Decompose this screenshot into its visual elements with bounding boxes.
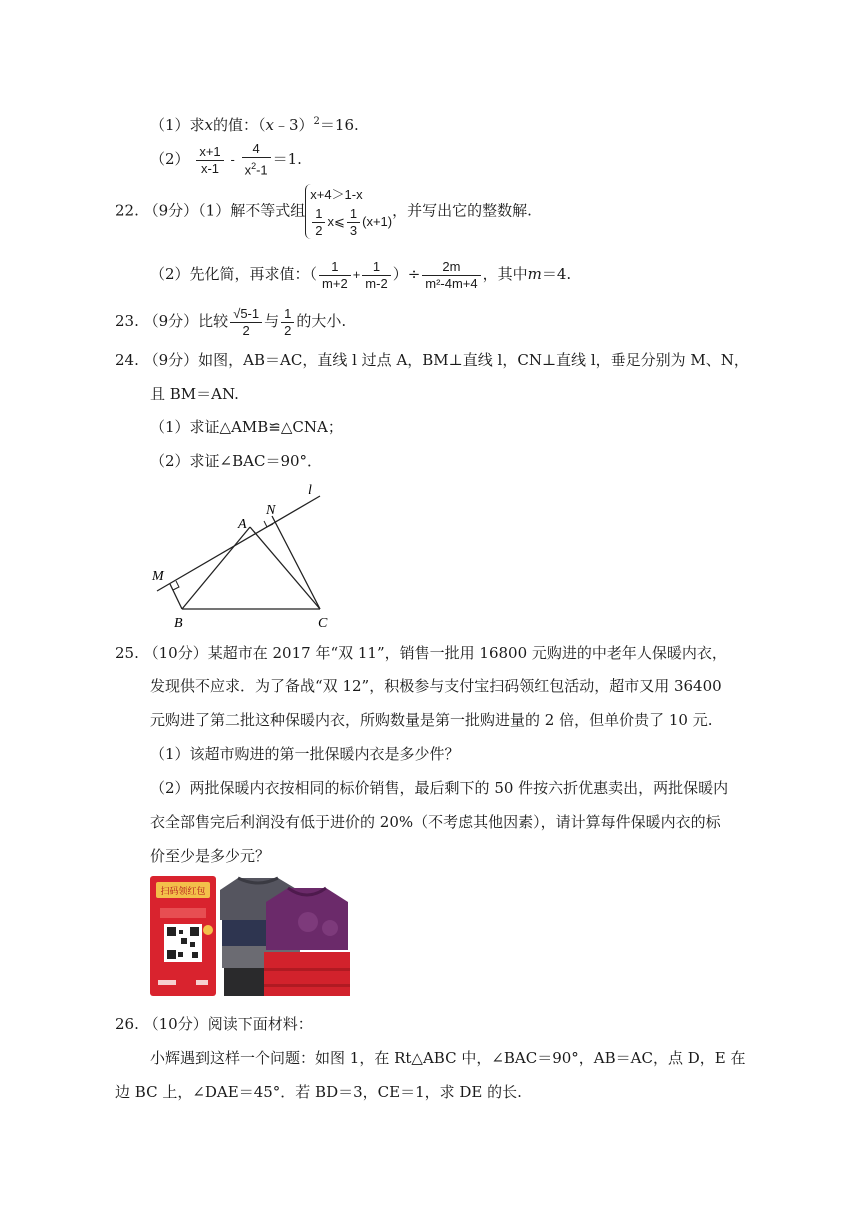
label-C: C [318, 616, 328, 631]
numerator: 1 [312, 206, 325, 223]
segment-CN [272, 516, 320, 609]
question-number: 24. [115, 351, 139, 369]
segment-AC [250, 527, 320, 609]
text: 与 [264, 312, 280, 330]
fraction [422, 259, 480, 292]
label-A: A [238, 517, 247, 532]
fraction [196, 144, 223, 177]
operator: + [352, 267, 361, 282]
exponent: 2 [251, 161, 257, 172]
denominator: 2 [315, 223, 323, 238]
denominator: m+2 [322, 275, 348, 291]
numerator: 1 [281, 306, 294, 323]
label-l: l [308, 483, 312, 498]
line-l [157, 496, 320, 591]
inequality-system [305, 184, 392, 239]
var-x: x [204, 116, 214, 134]
text: （10分）阅读下面材料： [143, 1015, 313, 1033]
q26-line1: 小辉遇到这样一个问题：如图 1，在 Rt△ABC 中，∠BAC＝90°，AB＝AC，点 D，E 在 [150, 1049, 746, 1067]
text: （1）求 [150, 116, 205, 134]
q22-part2 [150, 255, 571, 294]
q26-line0 [115, 1014, 313, 1034]
inequality-2 [310, 206, 392, 239]
inequality-1: x+4＞1-x [310, 187, 363, 202]
operator: - [230, 152, 235, 167]
label-B: B [174, 616, 183, 631]
denominator-tail: -1 [256, 162, 268, 178]
denominator: m²-4m+4 [425, 275, 478, 291]
text: （9分）比较 [143, 312, 229, 330]
denominator: 3 [349, 223, 358, 238]
fraction [281, 306, 294, 339]
denominator: x-1 [200, 160, 220, 176]
q22-part1 [115, 184, 532, 239]
numerator: √5-1 [230, 306, 262, 323]
q24-part2: （2）求证∠BAC＝90°． [150, 452, 323, 470]
sweater-red [264, 952, 350, 996]
numerator: 2m [422, 259, 480, 276]
q25-line2: 发现供不应求．为了备战“双 12”，积极参与支付宝扫码领红包活动，超市又用 36400 [150, 677, 722, 695]
triangle-figure [140, 476, 340, 631]
text: （2）先化简，再求值：（ [150, 265, 318, 283]
numerator: 1 [362, 259, 390, 276]
question-number: 22. [115, 201, 139, 220]
var-x: x [265, 116, 274, 134]
fraction [312, 206, 325, 239]
q25-line1 [115, 643, 727, 663]
text: (x+1) [362, 213, 393, 229]
question-number: 26. [115, 1015, 139, 1033]
question-number: 25. [115, 644, 139, 662]
right-angle-mark-M [173, 581, 179, 590]
fraction [230, 306, 262, 339]
segment-AB [182, 527, 250, 609]
text: ＝4. [541, 265, 572, 283]
text: （10分）某超市在 2017 年“双 11”，销售一批用 16800 元购进的中老年人保暖内衣， [143, 644, 727, 662]
text: ）÷ [392, 265, 421, 283]
q21-part2 [150, 140, 302, 179]
text: （9分）如图，AB＝AC，直线 l 过点 A，BM⊥直线 l，CN⊥直线 l，垂足分别为 M、N， [143, 351, 749, 369]
poster-text: 扫码领红包 [160, 887, 206, 897]
var-m: m [527, 265, 542, 283]
denominator: 2 [284, 322, 292, 338]
q25-part2-line2: 衣全部售完后利润没有低于进价的 20%（不考虑其他因素），请计算每件保暖内衣的标 [150, 813, 721, 831]
denominator: m-2 [365, 275, 388, 291]
text: ，其中 [482, 265, 528, 283]
denominator: 2 [242, 322, 250, 338]
fraction [347, 206, 360, 239]
fraction [242, 141, 271, 178]
numerator: 1 [319, 259, 351, 276]
question-number: 23. [115, 312, 139, 330]
numerator: 4 [242, 141, 271, 158]
q24-line2: 且 BM＝AN. [150, 385, 239, 403]
q24-part1: （1）求证△AMB≌△CNA； [150, 418, 343, 436]
denominator [242, 158, 271, 178]
text: ，并写出它的整数解. [392, 201, 532, 220]
exponent: 2 [313, 116, 320, 127]
q24-line1 [115, 350, 749, 370]
q25-part2-line3: 价至少是多少元？ [150, 847, 271, 865]
text: ＝1. [272, 150, 302, 168]
denominator-base: x [244, 162, 252, 178]
q21-part1 [150, 112, 359, 135]
text: ＝16. [319, 116, 359, 134]
text: ﹣3） [274, 116, 314, 134]
product-photo [148, 872, 353, 1002]
q25-part1: （1）该超市购进的第一批保暖内衣是多少件？ [150, 745, 460, 763]
fraction [362, 259, 390, 292]
q26-line2: 边 BC 上，∠DAE＝45°．若 BD＝3，CE＝1，求 DE 的长. [115, 1083, 522, 1101]
text: x⩽ [327, 213, 345, 229]
q25-part2-line1: （2）两批保暖内衣按相同的标价销售，最后剩下的 50 件按六折优惠卖出，两批保暖内 [150, 779, 729, 797]
q23 [115, 302, 346, 340]
label-M: M [152, 569, 164, 584]
text: （2） [150, 150, 190, 168]
label-N: N [266, 503, 276, 518]
numerator: 1 [347, 206, 360, 223]
q25-line3: 元购进了第二批这种保暖内衣，所购数量是第一批购进量的 2 倍，但单价贵了 10 元. [150, 711, 713, 729]
segment-BM [170, 584, 182, 609]
text: 的值：（ [213, 116, 266, 134]
text: （9分）（1）解不等式组 [143, 201, 306, 220]
numerator: x+1 [196, 144, 223, 161]
fraction [319, 259, 351, 292]
text: 的大小. [296, 312, 347, 330]
